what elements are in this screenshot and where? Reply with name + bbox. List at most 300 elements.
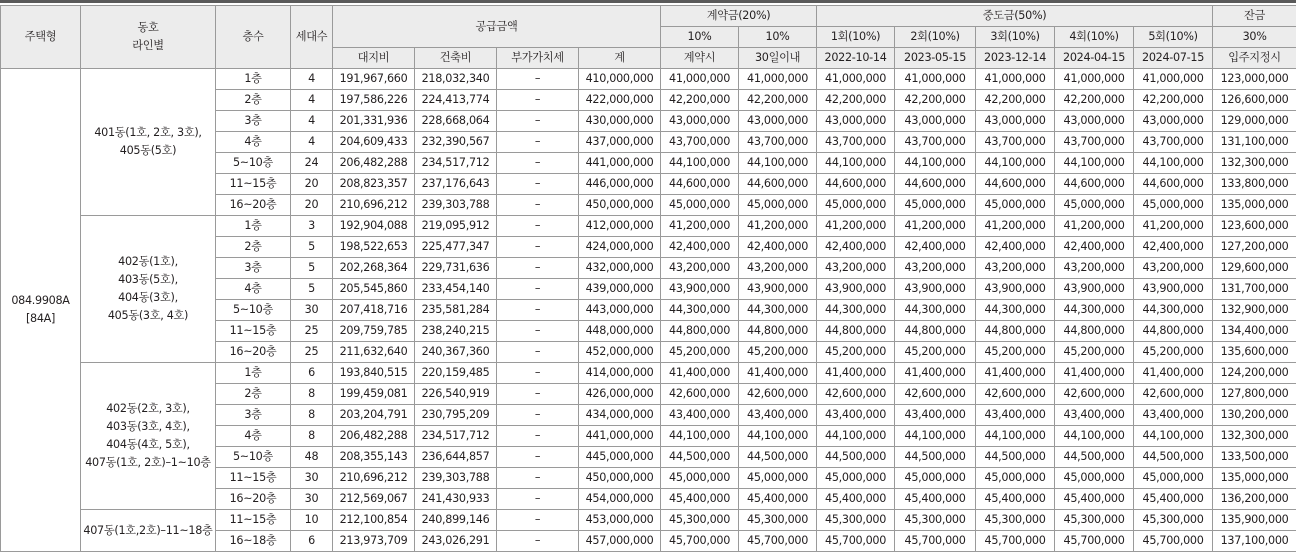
floor-cell: 4층 xyxy=(216,426,291,447)
vat-cell: – xyxy=(497,258,579,279)
contract-1-cell: 44,100,000 xyxy=(661,426,739,447)
header-housing-type: 주택형 xyxy=(1,6,81,69)
land-cell: 211,632,640 xyxy=(333,342,415,363)
interim-1-cell: 45,200,000 xyxy=(817,342,895,363)
interim-1-cell: 45,000,000 xyxy=(817,195,895,216)
interim-5-cell: 43,900,000 xyxy=(1134,279,1213,300)
contract-2-cell: 43,700,000 xyxy=(739,132,817,153)
interim-2-cell: 44,600,000 xyxy=(895,174,976,195)
interim-5-cell: 41,000,000 xyxy=(1134,69,1213,90)
interim-3-cell: 44,300,000 xyxy=(976,300,1055,321)
units-cell: 5 xyxy=(291,237,333,258)
header-balance-pct: 30% xyxy=(1213,27,1296,48)
floor-cell: 5~10층 xyxy=(216,300,291,321)
interim-4-cell: 44,500,000 xyxy=(1055,447,1134,468)
units-cell: 8 xyxy=(291,426,333,447)
contract-2-cell: 42,200,000 xyxy=(739,90,817,111)
building-cell: 225,477,347 xyxy=(415,237,497,258)
units-cell: 25 xyxy=(291,342,333,363)
header-interim: 중도금(50%) xyxy=(817,6,1213,27)
units-cell: 30 xyxy=(291,300,333,321)
building-cell: 240,899,146 xyxy=(415,510,497,531)
total-cell: 434,000,000 xyxy=(579,405,661,426)
balance-cell: 134,400,000 xyxy=(1213,321,1296,342)
vat-cell: – xyxy=(497,132,579,153)
contract-2-cell: 44,100,000 xyxy=(739,426,817,447)
interim-5-cell: 43,700,000 xyxy=(1134,132,1213,153)
balance-cell: 132,300,000 xyxy=(1213,426,1296,447)
interim-5-cell: 41,200,000 xyxy=(1134,216,1213,237)
total-cell: 441,000,000 xyxy=(579,426,661,447)
building-cell: 234,517,712 xyxy=(415,153,497,174)
header-contract-when: 30일이내 xyxy=(739,48,817,69)
floor-cell: 2층 xyxy=(216,237,291,258)
total-cell: 445,000,000 xyxy=(579,447,661,468)
interim-1-cell: 42,400,000 xyxy=(817,237,895,258)
floor-cell: 11~15층 xyxy=(216,510,291,531)
vat-cell: – xyxy=(497,510,579,531)
dong-line-cell: 407동(1호,2호)–11~18층 xyxy=(81,510,216,552)
balance-cell: 127,800,000 xyxy=(1213,384,1296,405)
header-balance-when: 입주지정시 xyxy=(1213,48,1296,69)
interim-1-cell: 44,300,000 xyxy=(817,300,895,321)
land-cell: 191,967,660 xyxy=(333,69,415,90)
balance-cell: 136,200,000 xyxy=(1213,489,1296,510)
interim-5-cell: 45,200,000 xyxy=(1134,342,1213,363)
contract-1-cell: 45,200,000 xyxy=(661,342,739,363)
floor-cell: 1층 xyxy=(216,216,291,237)
building-cell: 240,367,360 xyxy=(415,342,497,363)
land-cell: 192,904,088 xyxy=(333,216,415,237)
interim-2-cell: 45,200,000 xyxy=(895,342,976,363)
interim-3-cell: 42,600,000 xyxy=(976,384,1055,405)
interim-3-cell: 43,700,000 xyxy=(976,132,1055,153)
total-cell: 443,000,000 xyxy=(579,300,661,321)
interim-3-cell: 44,600,000 xyxy=(976,174,1055,195)
vat-cell: – xyxy=(497,174,579,195)
interim-5-cell: 44,100,000 xyxy=(1134,153,1213,174)
header-contract: 계약금(20%) xyxy=(661,6,817,27)
contract-1-cell: 41,400,000 xyxy=(661,363,739,384)
contract-1-cell: 45,000,000 xyxy=(661,468,739,489)
interim-3-cell: 44,100,000 xyxy=(976,153,1055,174)
floor-cell: 1층 xyxy=(216,69,291,90)
building-cell: 219,095,912 xyxy=(415,216,497,237)
contract-1-cell: 44,500,000 xyxy=(661,447,739,468)
interim-5-cell: 45,700,000 xyxy=(1134,531,1213,552)
floor-cell: 4층 xyxy=(216,132,291,153)
contract-1-cell: 43,900,000 xyxy=(661,279,739,300)
balance-cell: 132,900,000 xyxy=(1213,300,1296,321)
interim-5-cell: 44,800,000 xyxy=(1134,321,1213,342)
contract-1-cell: 44,800,000 xyxy=(661,321,739,342)
interim-1-cell: 44,600,000 xyxy=(817,174,895,195)
header-supply-amount: 공급금액 xyxy=(333,6,661,48)
table-row xyxy=(1,216,1296,237)
vat-cell: – xyxy=(497,216,579,237)
interim-2-cell: 45,000,000 xyxy=(895,468,976,489)
interim-3-cell: 44,500,000 xyxy=(976,447,1055,468)
floor-cell: 2층 xyxy=(216,90,291,111)
vat-cell: – xyxy=(497,426,579,447)
balance-cell: 123,000,000 xyxy=(1213,69,1296,90)
floor-cell: 16~20층 xyxy=(216,195,291,216)
header-land: 대지비 xyxy=(333,48,415,69)
total-cell: 453,000,000 xyxy=(579,510,661,531)
dong-line-cell: 401동(1호, 2호, 3호), 405동(5호) xyxy=(81,69,216,216)
interim-4-cell: 43,200,000 xyxy=(1055,258,1134,279)
interim-3-cell: 43,900,000 xyxy=(976,279,1055,300)
total-cell: 448,000,000 xyxy=(579,321,661,342)
units-cell: 5 xyxy=(291,279,333,300)
units-cell: 25 xyxy=(291,321,333,342)
vat-cell: – xyxy=(497,405,579,426)
header-interim-round: 2회(10%) xyxy=(895,27,976,48)
land-cell: 204,609,433 xyxy=(333,132,415,153)
interim-5-cell: 41,400,000 xyxy=(1134,363,1213,384)
total-cell: 412,000,000 xyxy=(579,216,661,237)
interim-2-cell: 45,400,000 xyxy=(895,489,976,510)
interim-5-cell: 42,200,000 xyxy=(1134,90,1213,111)
interim-4-cell: 41,000,000 xyxy=(1055,69,1134,90)
floor-cell: 16~20층 xyxy=(216,342,291,363)
interim-3-cell: 45,400,000 xyxy=(976,489,1055,510)
floor-cell: 3층 xyxy=(216,258,291,279)
interim-5-cell: 45,400,000 xyxy=(1134,489,1213,510)
interim-2-cell: 44,300,000 xyxy=(895,300,976,321)
total-cell: 450,000,000 xyxy=(579,468,661,489)
floor-cell: 3층 xyxy=(216,111,291,132)
land-cell: 208,355,143 xyxy=(333,447,415,468)
contract-2-cell: 43,900,000 xyxy=(739,279,817,300)
contract-2-cell: 45,300,000 xyxy=(739,510,817,531)
building-cell: 241,430,933 xyxy=(415,489,497,510)
land-cell: 213,973,709 xyxy=(333,531,415,552)
interim-1-cell: 44,800,000 xyxy=(817,321,895,342)
contract-2-cell: 45,700,000 xyxy=(739,531,817,552)
interim-3-cell: 45,700,000 xyxy=(976,531,1055,552)
vat-cell: – xyxy=(497,69,579,90)
interim-4-cell: 45,700,000 xyxy=(1055,531,1134,552)
vat-cell: – xyxy=(497,321,579,342)
building-cell: 235,581,284 xyxy=(415,300,497,321)
total-cell: 457,000,000 xyxy=(579,531,661,552)
contract-1-cell: 45,700,000 xyxy=(661,531,739,552)
balance-cell: 131,700,000 xyxy=(1213,279,1296,300)
contract-1-cell: 41,200,000 xyxy=(661,216,739,237)
floor-cell: 2층 xyxy=(216,384,291,405)
header-interim-date: 2024-07-15 xyxy=(1134,48,1213,69)
units-cell: 6 xyxy=(291,363,333,384)
total-cell: 424,000,000 xyxy=(579,237,661,258)
interim-1-cell: 44,100,000 xyxy=(817,153,895,174)
interim-4-cell: 45,300,000 xyxy=(1055,510,1134,531)
land-cell: 201,331,936 xyxy=(333,111,415,132)
header-balance: 잔금 xyxy=(1213,6,1296,27)
top-rule xyxy=(0,0,1296,3)
floor-cell: 5~10층 xyxy=(216,153,291,174)
building-cell: 228,668,064 xyxy=(415,111,497,132)
land-cell: 206,482,288 xyxy=(333,153,415,174)
interim-3-cell: 45,300,000 xyxy=(976,510,1055,531)
contract-1-cell: 43,400,000 xyxy=(661,405,739,426)
contract-1-cell: 44,600,000 xyxy=(661,174,739,195)
header-interim-date: 2024-04-15 xyxy=(1055,48,1134,69)
land-cell: 209,759,785 xyxy=(333,321,415,342)
balance-cell: 135,000,000 xyxy=(1213,195,1296,216)
vat-cell: – xyxy=(497,237,579,258)
vat-cell: – xyxy=(497,384,579,405)
building-cell: 229,731,636 xyxy=(415,258,497,279)
interim-3-cell: 45,000,000 xyxy=(976,468,1055,489)
dong-line-cell: 402동(2호, 3호), 403동(3호, 4호), 404동(4호, 5호), 407동(1호, 2호)–1~10층 xyxy=(81,363,216,510)
balance-cell: 131,100,000 xyxy=(1213,132,1296,153)
total-cell: 426,000,000 xyxy=(579,384,661,405)
header-vat: 부가가치세 xyxy=(497,48,579,69)
interim-2-cell: 42,200,000 xyxy=(895,90,976,111)
interim-5-cell: 44,500,000 xyxy=(1134,447,1213,468)
total-cell: 422,000,000 xyxy=(579,90,661,111)
building-cell: 239,303,788 xyxy=(415,195,497,216)
contract-2-cell: 41,200,000 xyxy=(739,216,817,237)
building-cell: 224,413,774 xyxy=(415,90,497,111)
interim-2-cell: 43,400,000 xyxy=(895,405,976,426)
land-cell: 207,418,716 xyxy=(333,300,415,321)
building-cell: 234,517,712 xyxy=(415,426,497,447)
land-cell: 210,696,212 xyxy=(333,468,415,489)
interim-5-cell: 43,400,000 xyxy=(1134,405,1213,426)
interim-5-cell: 45,000,000 xyxy=(1134,195,1213,216)
land-cell: 210,696,212 xyxy=(333,195,415,216)
interim-4-cell: 41,200,000 xyxy=(1055,216,1134,237)
interim-4-cell: 45,000,000 xyxy=(1055,468,1134,489)
interim-4-cell: 43,700,000 xyxy=(1055,132,1134,153)
contract-1-cell: 44,100,000 xyxy=(661,153,739,174)
floor-cell: 5~10층 xyxy=(216,447,291,468)
land-cell: 199,459,081 xyxy=(333,384,415,405)
contract-1-cell: 42,200,000 xyxy=(661,90,739,111)
header-interim-date: 2023-12-14 xyxy=(976,48,1055,69)
table-row xyxy=(1,69,1296,90)
interim-4-cell: 43,900,000 xyxy=(1055,279,1134,300)
interim-5-cell: 42,600,000 xyxy=(1134,384,1213,405)
vat-cell: – xyxy=(497,111,579,132)
interim-1-cell: 45,000,000 xyxy=(817,468,895,489)
interim-2-cell: 43,900,000 xyxy=(895,279,976,300)
contract-1-cell: 42,400,000 xyxy=(661,237,739,258)
header-contract-pct: 10% xyxy=(739,27,817,48)
interim-2-cell: 43,000,000 xyxy=(895,111,976,132)
contract-2-cell: 42,600,000 xyxy=(739,384,817,405)
land-cell: 205,545,860 xyxy=(333,279,415,300)
interim-1-cell: 42,600,000 xyxy=(817,384,895,405)
balance-cell: 126,600,000 xyxy=(1213,90,1296,111)
contract-1-cell: 43,200,000 xyxy=(661,258,739,279)
interim-2-cell: 44,100,000 xyxy=(895,426,976,447)
contract-2-cell: 45,000,000 xyxy=(739,195,817,216)
units-cell: 8 xyxy=(291,405,333,426)
contract-1-cell: 45,400,000 xyxy=(661,489,739,510)
units-cell: 8 xyxy=(291,384,333,405)
building-cell: 239,303,788 xyxy=(415,468,497,489)
floor-cell: 16~20층 xyxy=(216,489,291,510)
interim-2-cell: 45,700,000 xyxy=(895,531,976,552)
interim-2-cell: 44,500,000 xyxy=(895,447,976,468)
total-cell: 414,000,000 xyxy=(579,363,661,384)
interim-3-cell: 41,400,000 xyxy=(976,363,1055,384)
balance-cell: 127,200,000 xyxy=(1213,237,1296,258)
balance-cell: 135,600,000 xyxy=(1213,342,1296,363)
contract-2-cell: 43,400,000 xyxy=(739,405,817,426)
interim-4-cell: 42,400,000 xyxy=(1055,237,1134,258)
units-cell: 3 xyxy=(291,216,333,237)
units-cell: 24 xyxy=(291,153,333,174)
total-cell: 454,000,000 xyxy=(579,489,661,510)
interim-3-cell: 45,200,000 xyxy=(976,342,1055,363)
header-dong-line: 동호 라인별 xyxy=(81,6,216,69)
contract-2-cell: 44,800,000 xyxy=(739,321,817,342)
interim-5-cell: 44,600,000 xyxy=(1134,174,1213,195)
interim-1-cell: 43,400,000 xyxy=(817,405,895,426)
interim-4-cell: 43,000,000 xyxy=(1055,111,1134,132)
header-interim-date: 2023-05-15 xyxy=(895,48,976,69)
interim-5-cell: 43,000,000 xyxy=(1134,111,1213,132)
vat-cell: – xyxy=(497,468,579,489)
interim-3-cell: 45,000,000 xyxy=(976,195,1055,216)
total-cell: 439,000,000 xyxy=(579,279,661,300)
interim-1-cell: 41,400,000 xyxy=(817,363,895,384)
vat-cell: – xyxy=(497,531,579,552)
contract-2-cell: 44,300,000 xyxy=(739,300,817,321)
balance-cell: 129,600,000 xyxy=(1213,258,1296,279)
building-cell: 237,176,643 xyxy=(415,174,497,195)
vat-cell: – xyxy=(497,279,579,300)
interim-2-cell: 41,400,000 xyxy=(895,363,976,384)
building-cell: 218,032,340 xyxy=(415,69,497,90)
land-cell: 197,586,226 xyxy=(333,90,415,111)
interim-4-cell: 45,200,000 xyxy=(1055,342,1134,363)
vat-cell: – xyxy=(497,153,579,174)
contract-2-cell: 45,000,000 xyxy=(739,468,817,489)
building-cell: 230,795,209 xyxy=(415,405,497,426)
vat-cell: – xyxy=(497,447,579,468)
interim-3-cell: 43,000,000 xyxy=(976,111,1055,132)
interim-1-cell: 43,900,000 xyxy=(817,279,895,300)
balance-cell: 130,200,000 xyxy=(1213,405,1296,426)
units-cell: 4 xyxy=(291,90,333,111)
header-interim-date: 2022-10-14 xyxy=(817,48,895,69)
header-total: 계 xyxy=(579,48,661,69)
interim-4-cell: 44,600,000 xyxy=(1055,174,1134,195)
interim-2-cell: 42,400,000 xyxy=(895,237,976,258)
land-cell: 193,840,515 xyxy=(333,363,415,384)
header-interim-round: 1회(10%) xyxy=(817,27,895,48)
balance-cell: 135,000,000 xyxy=(1213,468,1296,489)
supply-price-table xyxy=(0,5,1296,552)
total-cell: 432,000,000 xyxy=(579,258,661,279)
contract-1-cell: 45,300,000 xyxy=(661,510,739,531)
interim-1-cell: 42,200,000 xyxy=(817,90,895,111)
interim-4-cell: 42,200,000 xyxy=(1055,90,1134,111)
land-cell: 212,569,067 xyxy=(333,489,415,510)
header-contract-pct: 10% xyxy=(661,27,739,48)
floor-cell: 3층 xyxy=(216,405,291,426)
land-cell: 206,482,288 xyxy=(333,426,415,447)
contract-2-cell: 43,000,000 xyxy=(739,111,817,132)
contract-1-cell: 43,700,000 xyxy=(661,132,739,153)
interim-2-cell: 41,000,000 xyxy=(895,69,976,90)
interim-2-cell: 44,100,000 xyxy=(895,153,976,174)
floor-cell: 11~15층 xyxy=(216,321,291,342)
units-cell: 30 xyxy=(291,468,333,489)
balance-cell: 124,200,000 xyxy=(1213,363,1296,384)
header-interim-round: 5회(10%) xyxy=(1134,27,1213,48)
interim-3-cell: 42,200,000 xyxy=(976,90,1055,111)
contract-2-cell: 45,200,000 xyxy=(739,342,817,363)
interim-5-cell: 45,000,000 xyxy=(1134,468,1213,489)
contract-1-cell: 45,000,000 xyxy=(661,195,739,216)
units-cell: 10 xyxy=(291,510,333,531)
table-body xyxy=(1,69,1296,552)
interim-1-cell: 45,400,000 xyxy=(817,489,895,510)
interim-1-cell: 41,000,000 xyxy=(817,69,895,90)
land-cell: 212,100,854 xyxy=(333,510,415,531)
header-floor: 층수 xyxy=(216,6,291,69)
housing-type-cell: 084.9908A [84A] xyxy=(1,69,81,552)
building-cell: 238,240,215 xyxy=(415,321,497,342)
interim-2-cell: 42,600,000 xyxy=(895,384,976,405)
contract-1-cell: 44,300,000 xyxy=(661,300,739,321)
total-cell: 437,000,000 xyxy=(579,132,661,153)
vat-cell: – xyxy=(497,489,579,510)
building-cell: 220,159,485 xyxy=(415,363,497,384)
units-cell: 6 xyxy=(291,531,333,552)
interim-2-cell: 45,300,000 xyxy=(895,510,976,531)
units-cell: 20 xyxy=(291,195,333,216)
interim-1-cell: 44,500,000 xyxy=(817,447,895,468)
interim-2-cell: 43,200,000 xyxy=(895,258,976,279)
land-cell: 202,268,364 xyxy=(333,258,415,279)
interim-4-cell: 44,300,000 xyxy=(1055,300,1134,321)
building-cell: 233,454,140 xyxy=(415,279,497,300)
interim-1-cell: 45,300,000 xyxy=(817,510,895,531)
contract-2-cell: 44,100,000 xyxy=(739,153,817,174)
contract-2-cell: 42,400,000 xyxy=(739,237,817,258)
table-row xyxy=(1,363,1296,384)
interim-3-cell: 42,400,000 xyxy=(976,237,1055,258)
units-cell: 4 xyxy=(291,132,333,153)
vat-cell: – xyxy=(497,195,579,216)
contract-2-cell: 41,400,000 xyxy=(739,363,817,384)
balance-cell: 123,600,000 xyxy=(1213,216,1296,237)
interim-1-cell: 45,700,000 xyxy=(817,531,895,552)
floor-cell: 11~15층 xyxy=(216,468,291,489)
dong-line-cell: 402동(1호), 403동(5호), 404동(3호), 405동(3호, 4호) xyxy=(81,216,216,363)
interim-5-cell: 45,300,000 xyxy=(1134,510,1213,531)
interim-3-cell: 41,200,000 xyxy=(976,216,1055,237)
interim-3-cell: 43,400,000 xyxy=(976,405,1055,426)
total-cell: 446,000,000 xyxy=(579,174,661,195)
interim-5-cell: 43,200,000 xyxy=(1134,258,1213,279)
interim-1-cell: 43,700,000 xyxy=(817,132,895,153)
building-cell: 226,540,919 xyxy=(415,384,497,405)
land-cell: 198,522,653 xyxy=(333,237,415,258)
contract-1-cell: 41,000,000 xyxy=(661,69,739,90)
table-header xyxy=(1,6,1296,69)
interim-4-cell: 45,400,000 xyxy=(1055,489,1134,510)
vat-cell: – xyxy=(497,342,579,363)
interim-2-cell: 45,000,000 xyxy=(895,195,976,216)
